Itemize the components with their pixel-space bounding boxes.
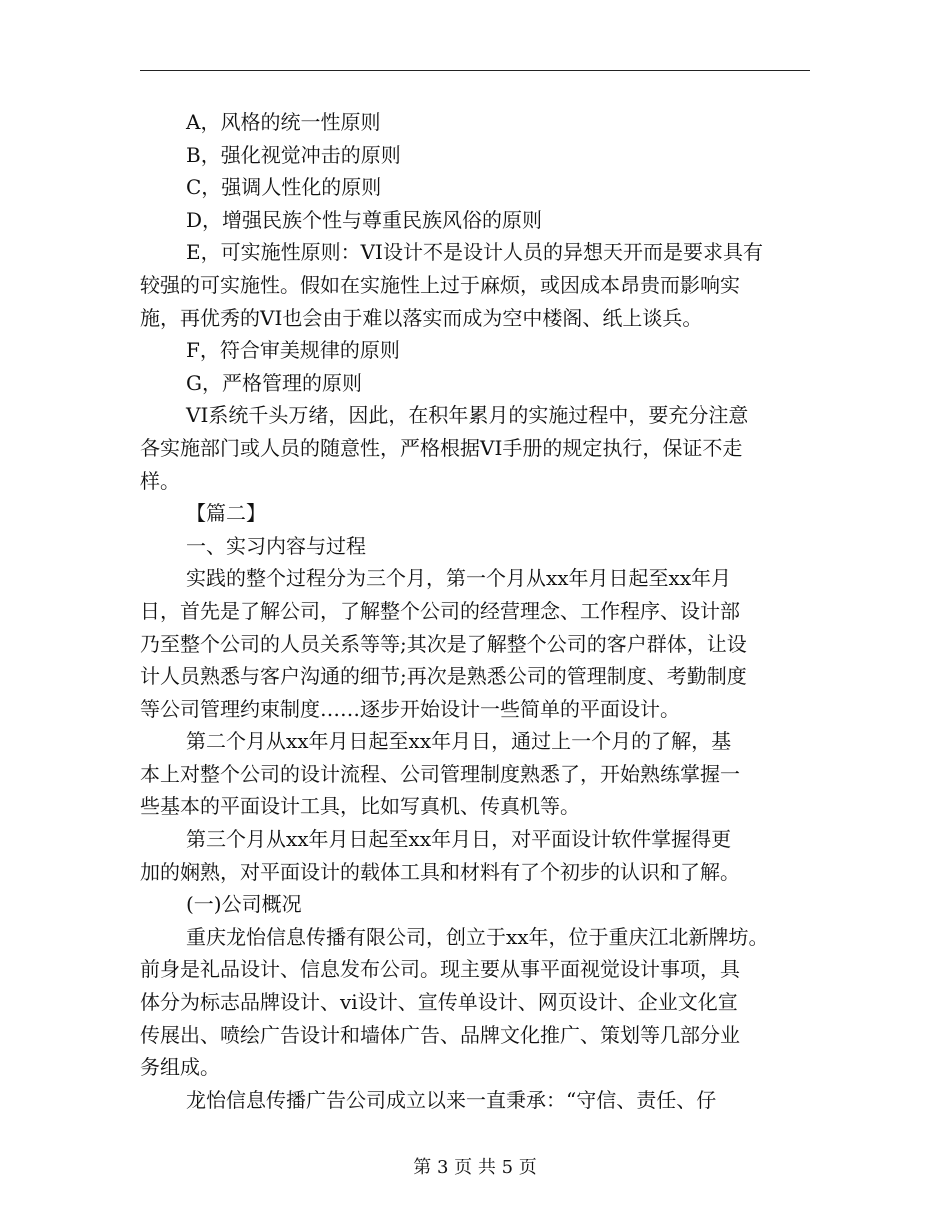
text-line: 实践的整个过程分为三个月，第一个月从xx年月日起至xx年月	[186, 566, 732, 591]
text-line: 【篇二】	[186, 501, 266, 526]
text-line: 日，首先是了解公司，了解整个公司的经营理念、工作程序、设计部	[140, 598, 740, 623]
text-line: (一)公司概况	[186, 892, 302, 917]
text-line: 体分为标志品牌设计、vi设计、宣传单设计、网页设计、企业文化宣	[140, 990, 738, 1015]
text-line: 前身是礼品设计、信息发布公司。现主要从事平面视觉设计事项，具	[140, 957, 740, 982]
text-line: C，强调人性化的原则	[186, 175, 382, 200]
text-line: A，风格的统一性原则	[186, 110, 381, 134]
text-line: 各实施部门或人员的随意性，严格根据VI手册的规定执行，保证不走	[140, 435, 743, 460]
text-line: G，严格管理的原则	[186, 370, 362, 395]
page-footer: 第 3 页 共 5 页	[413, 1157, 537, 1178]
text-line: VI系统千头万绪，因此，在积年累月的实施过程中，要充分注意	[186, 403, 749, 428]
text-line: 龙怡信息传播广告公司成立以来一直秉承：“守信、责任、仔	[186, 1087, 717, 1112]
header-rule	[140, 70, 810, 71]
text-line: 加的娴熟，对平面设计的载体工具和材料有了个初步的认识和了解。	[140, 859, 740, 884]
text-line: 传展出、喷绘广告设计和墙体广告、品牌文化推广、策划等几部分业	[140, 1022, 740, 1047]
text-line: 些基本的平面设计工具，比如写真机、传真机等。	[140, 794, 580, 819]
text-line: 第二个月从xx年月日起至xx年月日，通过上一个月的了解，基	[186, 729, 732, 754]
text-line: 本上对整个公司的设计流程、公司管理制度熟悉了，开始熟练掌握一	[140, 761, 740, 786]
text-line: 样。	[140, 468, 180, 493]
text-line: 施，再优秀的VI也会由于难以落实而成为空中楼阁、纸上谈兵。	[140, 305, 703, 330]
text-line: 重庆龙怡信息传播有限公司，创立于xx年，位于重庆江北新牌坊。	[186, 924, 769, 949]
text-line: D，增强民族个性与尊重民族风俗的原则	[186, 207, 543, 232]
text-line: 等公司管理约束制度……逐步开始设计一些简单的平面设计。	[140, 696, 680, 721]
text-line: F，符合审美规律的原则	[186, 338, 400, 363]
text-line: B，强化视觉冲击的原则	[186, 142, 401, 167]
text-line: 乃至整个公司的人员关系等等;其次是了解整个公司的客户群体，让设	[140, 631, 747, 656]
document-body	[140, 106, 820, 1116]
text-line: 较强的可实施性。假如在实施性上过于麻烦，或因成本昂贵而影响实	[140, 272, 740, 297]
text-line: 第三个月从xx年月日起至xx年月日，对平面设计软件掌握得更	[186, 827, 732, 852]
text-line: 务组成。	[140, 1055, 220, 1080]
text-line: 计人员熟悉与客户沟通的细节;再次是熟悉公司的管理制度、考勤制度	[140, 664, 747, 689]
text-line: 一、实习内容与过程	[186, 533, 366, 558]
text-line: E，可实施性原则：VI设计不是设计人员的异想天开而是要求具有	[186, 240, 763, 265]
